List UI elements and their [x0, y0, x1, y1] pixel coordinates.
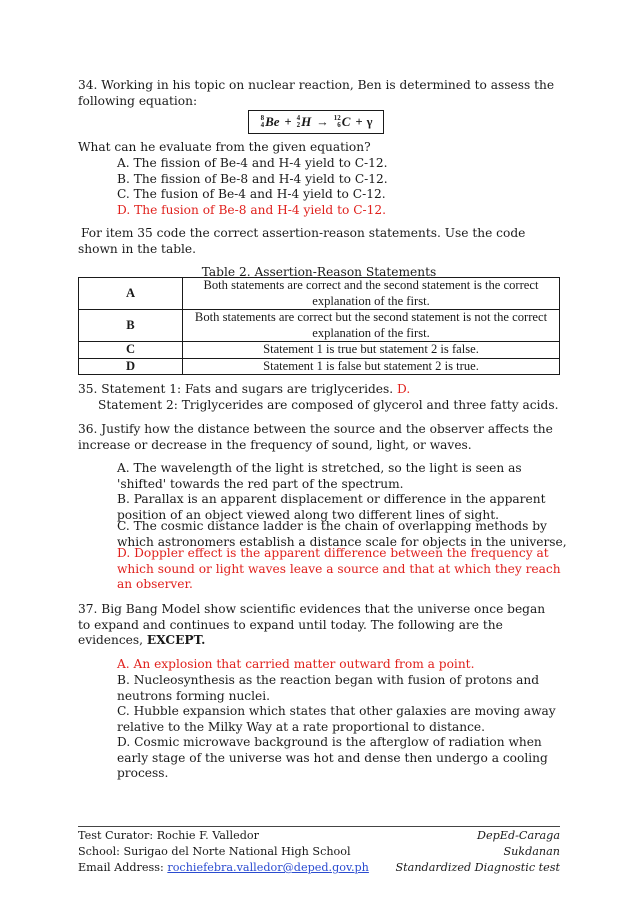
- q37-option-c: C. Hubble expansion which states that other galaxies are moving away relative to the Milky Way at a rate proportional to distance.: [117, 704, 556, 734]
- q35-answer: D.: [397, 382, 411, 396]
- plus-sign: +: [284, 114, 292, 129]
- be-symbol: Be: [265, 114, 280, 129]
- footer-school: School: Surigao del Norte National High School: [78, 845, 351, 858]
- footer-test-name: Standardized Diagnostic test: [395, 861, 560, 874]
- helium-nuclide: [297, 114, 312, 130]
- q36-option-d-answer: D. Doppler effect is the apparent difference between the frequency at which sound or light waves leave a source and that at which they reach an observer.: [117, 546, 561, 592]
- gamma-symbol: γ: [366, 114, 373, 129]
- h-symbol: H: [301, 114, 312, 129]
- table-code: B: [79, 310, 183, 342]
- table-desc: Both statements are correct and the second statement is the correct explanation of the first.: [183, 278, 560, 310]
- table-code: C: [79, 342, 183, 359]
- table-row: [79, 310, 560, 342]
- table-desc: Statement 1 is true but statement 2 is false.: [183, 342, 560, 359]
- beryllium-nuclide: [261, 114, 280, 130]
- q37-except: EXCEPT.: [146, 633, 206, 648]
- table-caption: Table 2. Assertion-Reason Statements: [201, 265, 437, 279]
- h-atomic-number: 2: [296, 121, 301, 129]
- table-row: [79, 342, 560, 359]
- table-code: D: [79, 358, 183, 375]
- q35-intro: For item 35 code the correct assertion-reason statements. Use the code shown in the table.: [78, 226, 526, 256]
- q36-option-a: A. The wavelength of the light is stretched, so the light is seen as 'shifted' towards the red part of the spectrum.: [117, 461, 522, 491]
- q34-question: What can he evaluate from the given equation?: [78, 140, 371, 154]
- email-link[interactable]: rochiefebra.valledor@deped.gov.ph: [167, 861, 369, 874]
- q36-option-c: C. The cosmic distance ladder is the chain of overlapping methods by which astronomers establish a distance scale for objects in the universe,: [117, 519, 567, 549]
- c-symbol: C: [341, 114, 351, 129]
- c-mass-number: 12: [333, 114, 341, 122]
- nuclear-equation: [248, 110, 384, 134]
- footer-org: DepEd-Caraga: [477, 829, 560, 842]
- q34-option-d-answer: D. The fusion of Be-8 and H-4 yield to C-12.: [117, 203, 387, 217]
- footer-curator: Test Curator: Rochie F. Valledor: [78, 829, 259, 842]
- footer-division: Sukdanan: [503, 845, 560, 858]
- q34-option-a: A. The fission of Be-4 and H-4 yield to C-12.: [117, 156, 388, 170]
- q35-statement-2: Statement 2: Triglycerides are composed of glycerol and three fatty acids.: [98, 398, 559, 412]
- footer-email-line: [78, 860, 369, 876]
- c-atomic-number: 6: [337, 121, 341, 129]
- be-atomic-number: 4: [260, 121, 265, 129]
- table-row: [79, 358, 560, 375]
- q37-stem-text: 37. Big Bang Model show scientific evidences that the universe once began to expand and continues to expand until today. The following are the evidences,: [78, 602, 546, 648]
- table-code: A: [79, 278, 183, 310]
- footer-divider: [78, 826, 560, 827]
- carbon-nuclide: [334, 114, 351, 130]
- be-mass-number: 8: [260, 114, 265, 122]
- reaction-arrow: →: [316, 114, 329, 129]
- q34-option-b: B. The fission of Be-8 and H-4 yield to C-12.: [117, 172, 388, 186]
- q35-statement-1: [78, 382, 564, 398]
- q37-stem: [78, 602, 554, 649]
- email-label: Email Address:: [78, 861, 164, 874]
- plus-sign: +: [355, 114, 363, 129]
- q34-option-c: C. The fusion of Be-4 and H-4 yield to C-12.: [117, 187, 386, 201]
- h-mass-number: 4: [296, 114, 301, 122]
- q37-option-d: D. Cosmic microwave background is the afterglow of radiation when early stage of the universe was hot and dense then undergo a cooling process.: [117, 735, 548, 781]
- table-desc: Statement 1 is false but statement 2 is true.: [183, 358, 560, 375]
- q36-stem: 36. Justify how the distance between the source and the observer affects the increase or decrease in the frequency of sound, light, or waves.: [78, 422, 553, 452]
- q36-option-b: B. Parallax is an apparent displacement or difference in the apparent position of an object viewed along two different lines of sight.: [117, 492, 546, 522]
- table-row: [79, 278, 560, 310]
- q37-option-b: B. Nucleosynthesis as the reaction began with fusion of protons and neutrons forming nuclei.: [117, 673, 540, 703]
- assertion-reason-table: [78, 277, 560, 375]
- q37-option-a-answer: A. An explosion that carried matter outward from a point.: [117, 657, 475, 671]
- q34-intro: 34. Working in his topic on nuclear reaction, Ben is determined to assess the following equation:: [78, 78, 555, 108]
- q35-s1-text: 35. Statement 1: Fats and sugars are triglycerides.: [78, 382, 394, 396]
- table-desc: Both statements are correct but the second statement is not the correct explanation of the first.: [183, 310, 560, 342]
